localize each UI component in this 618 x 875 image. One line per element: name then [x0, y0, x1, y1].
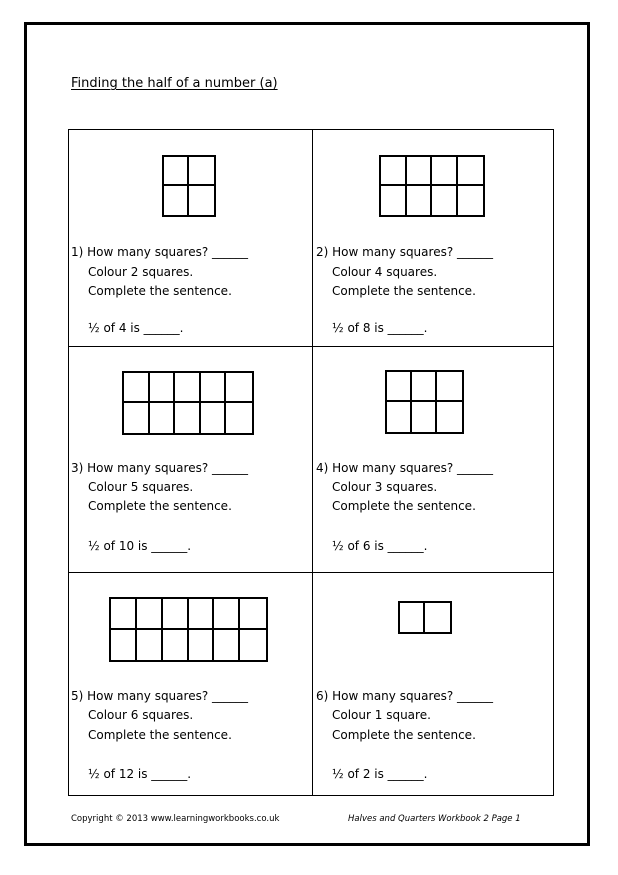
complete-instruction: Complete the sentence.	[88, 499, 232, 513]
colour-instruction: Colour 4 squares.	[332, 265, 438, 279]
grid-square	[226, 403, 252, 433]
grid-square	[407, 157, 433, 186]
how-many-question: 3) How many squares? ______	[71, 461, 249, 475]
colour-instruction: Colour 2 squares.	[88, 265, 194, 279]
grid-square	[437, 402, 462, 432]
grid-square	[150, 373, 176, 403]
colour-instruction: Colour 6 squares.	[88, 708, 194, 722]
question-cell-6	[312, 572, 555, 797]
grid-square	[240, 599, 266, 630]
grid-square	[214, 599, 240, 630]
grid-square	[412, 372, 437, 402]
grid-square	[137, 599, 163, 630]
grid-square	[201, 373, 227, 403]
grid-square	[175, 373, 201, 403]
grid-square	[226, 373, 252, 403]
half-sentence: ½ of 2 is ______.	[332, 767, 428, 781]
square-grid	[162, 155, 216, 217]
how-many-question: 2) How many squares? ______	[316, 245, 494, 259]
grid-square	[437, 372, 462, 402]
question-cell-3	[69, 346, 312, 572]
grid-square	[164, 186, 189, 215]
grid-square	[189, 157, 214, 186]
grid-square	[163, 630, 189, 661]
grid-square	[214, 630, 240, 661]
grid-square	[432, 186, 458, 215]
page-footer: Halves and Quarters Workbook 2 Page 1	[348, 814, 521, 824]
square-grid	[398, 601, 452, 634]
grid-square	[201, 403, 227, 433]
half-sentence: ½ of 6 is ______.	[332, 539, 428, 553]
half-sentence: ½ of 12 is ______.	[88, 767, 192, 781]
colour-instruction: Colour 1 square.	[332, 708, 431, 722]
colour-instruction: Colour 5 squares.	[88, 480, 194, 494]
complete-instruction: Complete the sentence.	[88, 728, 232, 742]
grid-square	[189, 186, 214, 215]
half-sentence: ½ of 8 is ______.	[332, 321, 428, 335]
worksheet-grid	[68, 129, 554, 796]
complete-instruction: Complete the sentence.	[332, 499, 476, 513]
grid-square	[163, 599, 189, 630]
square-grid	[385, 370, 464, 434]
how-many-question: 1) How many squares? ______	[71, 245, 249, 259]
how-many-question: 4) How many squares? ______	[316, 461, 494, 475]
grid-square	[458, 186, 484, 215]
grid-square	[124, 373, 150, 403]
how-many-question: 5) How many squares? ______	[71, 689, 249, 703]
question-cell-4	[312, 346, 555, 572]
grid-square	[137, 630, 163, 661]
how-many-question: 6) How many squares? ______	[316, 689, 494, 703]
grid-square	[150, 403, 176, 433]
grid-square	[387, 372, 412, 402]
grid-square	[458, 157, 484, 186]
question-cell-5	[69, 572, 312, 797]
page-title: Finding the half of a number (a)	[71, 76, 278, 91]
square-grid	[379, 155, 485, 217]
grid-square	[189, 599, 215, 630]
grid-square	[124, 403, 150, 433]
grid-square	[111, 630, 137, 661]
grid-square	[381, 186, 407, 215]
grid-square	[111, 599, 137, 630]
square-grid	[109, 597, 268, 662]
grid-square	[407, 186, 433, 215]
grid-square	[425, 603, 450, 632]
grid-square	[240, 630, 266, 661]
grid-square	[175, 403, 201, 433]
grid-square	[412, 402, 437, 432]
half-sentence: ½ of 10 is ______.	[88, 539, 192, 553]
square-grid	[122, 371, 254, 435]
grid-square	[189, 630, 215, 661]
grid-square	[400, 603, 425, 632]
question-cell-1	[69, 130, 312, 346]
complete-instruction: Complete the sentence.	[332, 284, 476, 298]
complete-instruction: Complete the sentence.	[88, 284, 232, 298]
copyright-footer: Copyright © 2013 www.learningworkbooks.co.uk	[71, 814, 280, 824]
question-cell-2	[312, 130, 555, 346]
grid-square	[164, 157, 189, 186]
complete-instruction: Complete the sentence.	[332, 728, 476, 742]
grid-square	[432, 157, 458, 186]
grid-square	[381, 157, 407, 186]
grid-square	[387, 402, 412, 432]
colour-instruction: Colour 3 squares.	[332, 480, 438, 494]
half-sentence: ½ of 4 is ______.	[88, 321, 184, 335]
